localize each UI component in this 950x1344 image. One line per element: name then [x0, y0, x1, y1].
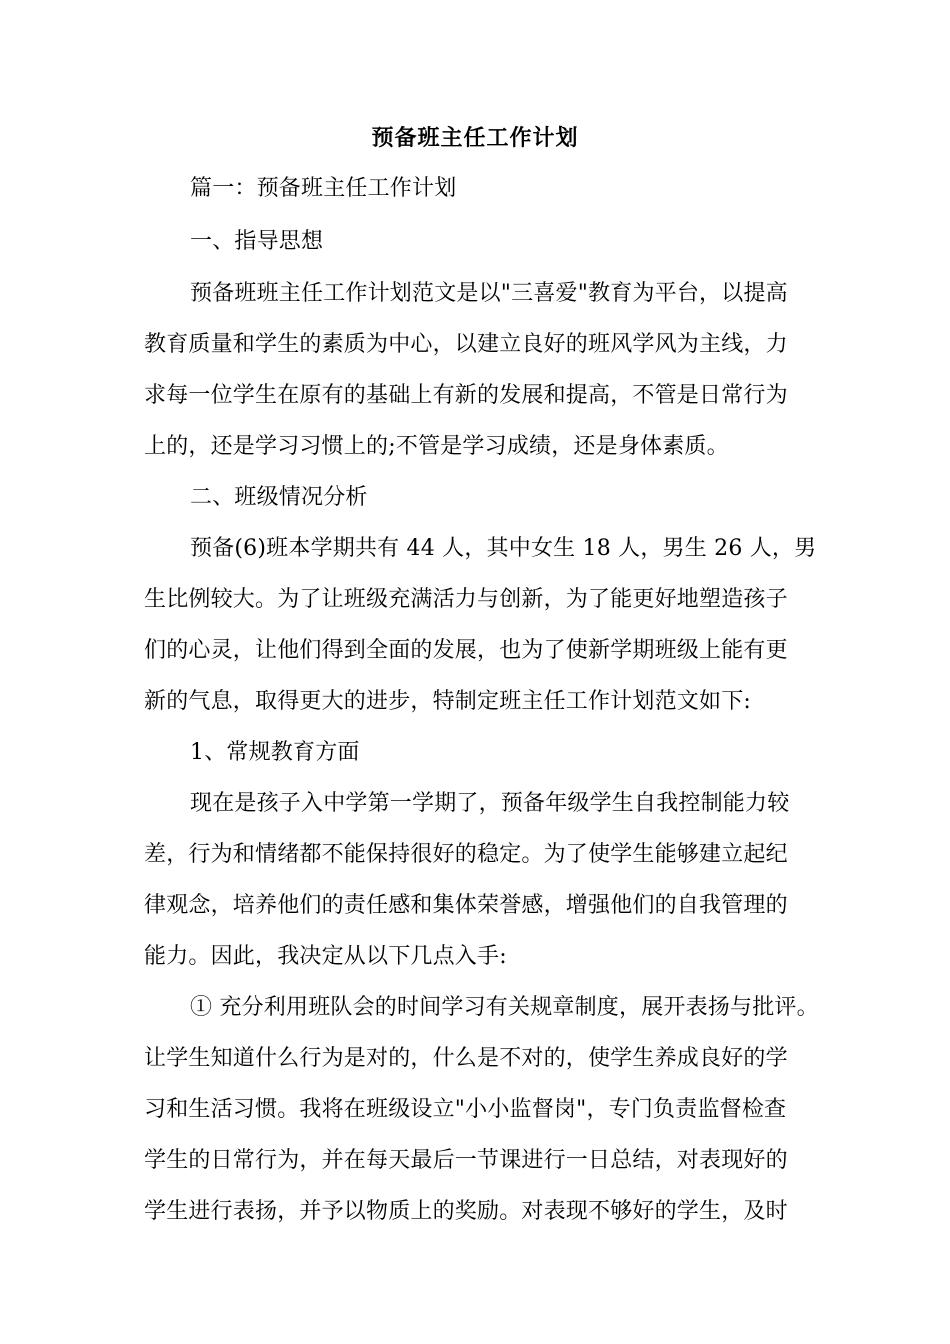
paragraph-line: 求每一位学生在原有的基础上有新的发展和提高，不管是日常行为 — [144, 383, 788, 408]
paragraph-line: 上的，还是学习习惯上的;不管是学习成绩，还是身体素质。 — [144, 434, 729, 459]
section-heading: 篇一：预备班主任工作计划 — [190, 176, 457, 201]
section-heading: 1、常规教育方面 — [190, 740, 360, 765]
paragraph-line: 差，行为和情绪都不能保持很好的稳定。为了使学生能够建立起纪 — [144, 842, 788, 867]
paragraph-line: 让学生知道什么行为是对的，什么是不对的，使学生养成良好的学 — [144, 1046, 788, 1071]
section-heading: 一、指导思想 — [190, 229, 324, 254]
paragraph-line: 预备班班主任工作计划范文是以"三喜爱"教育为平台，以提高 — [190, 281, 788, 306]
document-title: 预备班主任工作计划 — [371, 126, 579, 151]
paragraph-line: 律观念，培养他们的责任感和集体荣誉感，增强他们的自我管理的 — [144, 893, 788, 918]
paragraph-line: 学生进行表扬，并予以物质上的奖励。对表现不够好的学生，及时 — [144, 1199, 788, 1224]
paragraph-line: ① 充分利用班队会的时间学习有关规章制度，展开表扬与批评。 — [190, 995, 819, 1020]
paragraph-line: 能力。因此，我决定从以下几点入手: — [144, 944, 507, 969]
paragraph-line: 新的气息，取得更大的进步，特制定班主任工作计划范文如下: — [144, 689, 752, 714]
paragraph-line: 习和生活习惯。我将在班级设立"小小监督岗"，专门负责监督检查 — [144, 1097, 787, 1122]
paragraph-line: 们的心灵，让他们得到全面的发展，也为了使新学期班级上能有更 — [144, 638, 788, 663]
paragraph-line: 预备(6)班本学期共有 44 人，其中女生 18 人，男生 26 人，男 — [190, 536, 817, 561]
paragraph-line: 教育质量和学生的素质为中心，以建立良好的班风学风为主线，力 — [144, 332, 788, 357]
paragraph-line: 学生的日常行为，并在每天最后一节课进行一日总结，对表现好的 — [144, 1148, 788, 1173]
section-heading: 二、班级情况分析 — [190, 485, 368, 510]
paragraph-line: 现在是孩子入中学第一学期了，预备年级学生自我控制能力较 — [190, 791, 790, 816]
paragraph-line: 生比例较大。为了让班级充满活力与创新，为了能更好地塑造孩子 — [144, 587, 788, 612]
